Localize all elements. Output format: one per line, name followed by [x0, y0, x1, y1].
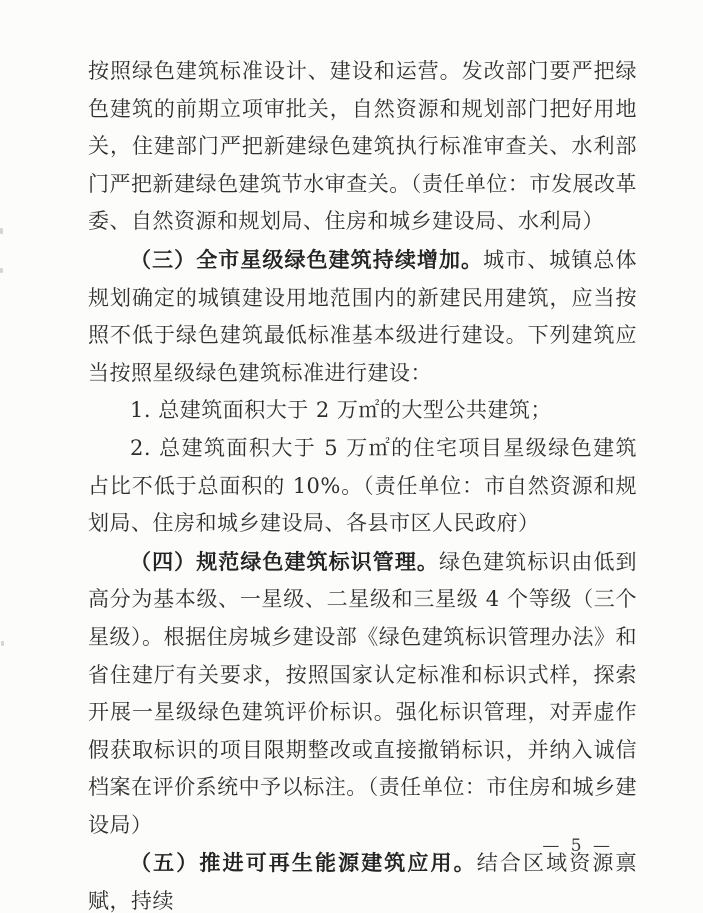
page-number: — 5 — [542, 836, 613, 856]
paragraph [88, 53, 637, 241]
paragraph-text: 城市、城镇总体规划确定的城镇建设用地范围内的新建民用建筑，应当按照不低于绿色建筑最低标准基本级进行建设。下列建筑应当按照星级绿色建筑标准进行建设： [88, 247, 638, 385]
paragraph [88, 241, 637, 392]
paragraph-heading: （五）推进可再生能源建筑应用。 [130, 850, 477, 876]
paragraph-heading: （三）全市星级绿色建筑持续增加。 [130, 246, 484, 272]
paragraph-text: 1. 总建筑面积大于 2 万㎡的大型公共建筑； [130, 398, 552, 423]
document-body [88, 53, 637, 913]
paragraph-text: 2. 总建筑面积大于 5 万㎡的住宅项目星级绿色建筑占比不低于总面积的 10%。（责任单位：市自然资源和规划局、住房和城乡建设局、各县市区人民政府） [88, 435, 637, 536]
paragraph [88, 430, 637, 543]
scan-artifact [0, 228, 3, 234]
paragraph-text: 结合区域资源禀赋，持续 [88, 851, 638, 913]
paragraph-text: 绿色建筑标识由低到高分为基本级、一星级、二星级和三星级 4 个等级（三个星级）。根据住房城乡建设部《绿色建筑标识管理办法》和省住建厅有关要求，按照国家认定标准和标识式样，探索开展一星级绿色建筑评价标识。强化标识管理，对弄虚作假获取标识的项目限期整改或直接撤销标识，并纳入诚信档案在评价系统中予以标注。（责任单位：市住房和城乡建设局） [88, 549, 638, 837]
paragraph [88, 543, 637, 845]
paragraph [88, 392, 637, 430]
paragraph-heading: （四）规范绿色建筑标识管理。 [130, 548, 439, 574]
paragraph-text: 按照绿色建筑标准设计、建设和运营。发改部门要严把绿色建筑的前期立项审批关，自然资源和规划部门把好用地关，住建部门严把新建绿色建筑执行标准审查关、水利部门严把新建绿色建筑节水审查关。（责任单位：市发展改革委、自然资源和规划局、住房和城乡建设局、水利局） [88, 59, 637, 234]
scan-artifact [0, 268, 3, 273]
scan-artifact [1, 641, 4, 646]
